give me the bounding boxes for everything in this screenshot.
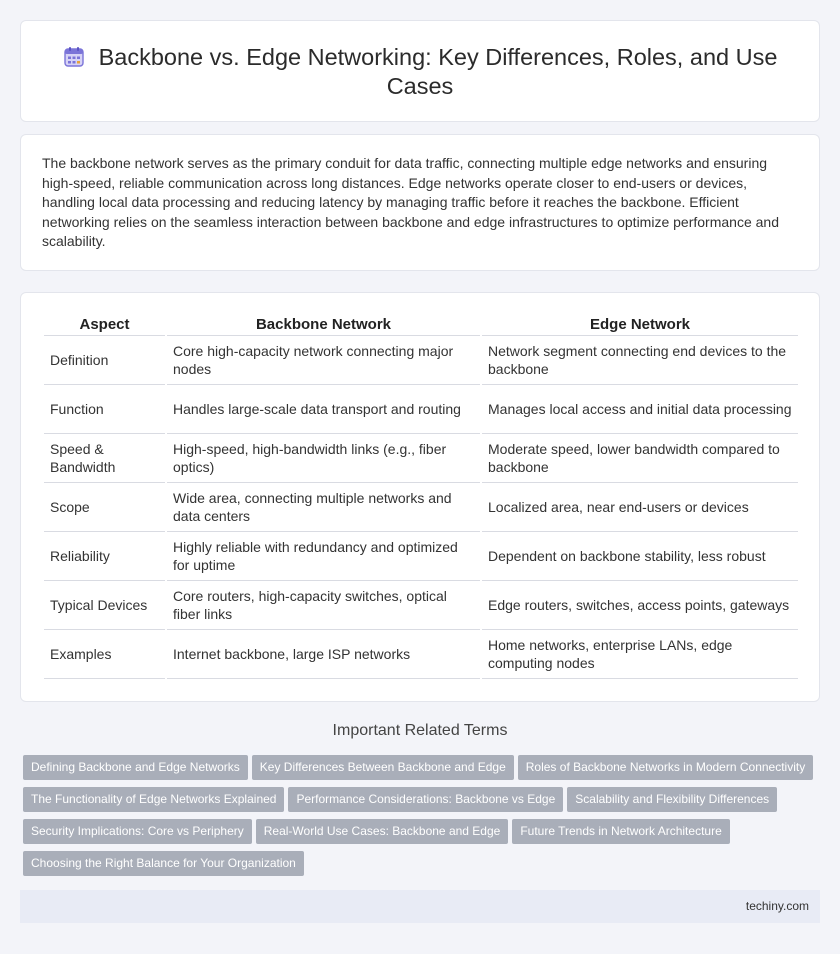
column-header-backbone: Backbone Network [167,314,480,336]
related-term-tag[interactable]: Performance Considerations: Backbone vs Edge [288,787,563,812]
row-backbone-value: Core high-capacity network connecting major nodes [167,336,480,385]
table-row [44,532,798,581]
row-aspect: Typical Devices [44,581,165,630]
header-card [20,20,820,122]
related-term-tag[interactable]: Key Differences Between Backbone and Edge [252,755,514,780]
column-header-aspect: Aspect [44,314,165,336]
related-terms-list [23,755,823,883]
related-term-tag[interactable]: Security Implications: Core vs Periphery [23,819,252,844]
related-term-tag[interactable]: Roles of Backbone Networks in Modern Connectivity [518,755,813,780]
row-aspect: Examples [44,630,165,679]
row-aspect: Definition [44,336,165,385]
page-title-text: Backbone vs. Edge Networking: Key Differences, Roles, and Use Cases [98,44,778,99]
row-edge-value: Dependent on backbone stability, less robust [482,532,798,581]
row-backbone-value: Internet backbone, large ISP networks [167,630,480,679]
row-aspect: Speed & Bandwidth [44,434,165,483]
table-row [44,483,798,532]
comparison-table [42,314,800,679]
related-term-tag[interactable]: Scalability and Flexibility Differences [567,787,777,812]
related-term-tag[interactable]: Real-World Use Cases: Backbone and Edge [256,819,509,844]
column-header-edge: Edge Network [482,314,798,336]
row-edge-value: Network segment connecting end devices to the backbone [482,336,798,385]
table-row [44,434,798,483]
row-aspect: Function [44,385,165,434]
row-edge-value: Manages local access and initial data processing [482,385,798,434]
related-term-tag[interactable]: The Functionality of Edge Networks Explained [23,787,284,812]
calendar-icon [63,46,85,68]
row-edge-value: Home networks, enterprise LANs, edge computing nodes [482,630,798,679]
table-row [44,385,798,434]
intro-paragraph: The backbone network serves as the primary conduit for data traffic, connecting multiple edge networks and ensuring high-speed, reliable communication across long distances. Edge networks operate closer to end-users or devices, handling local data processing and reducing latency by managing traffic before it reaches the backbone. Efficient networking relies on the seamless interaction between backbone and edge infrastructures to optimize performance and scalability. [42,155,779,249]
table-row [44,336,798,385]
row-edge-value: Localized area, near end-users or devices [482,483,798,532]
table-header-row [44,314,798,336]
footer-bar [20,890,820,923]
page-title [61,43,779,101]
related-term-tag[interactable]: Defining Backbone and Edge Networks [23,755,248,780]
related-terms-heading: Important Related Terms [332,722,508,739]
row-edge-value: Edge routers, switches, access points, gateways [482,581,798,630]
table-row [44,630,798,679]
row-backbone-value: Highly reliable with redundancy and optimized for uptime [167,532,480,581]
row-aspect: Reliability [44,532,165,581]
row-backbone-value: Core routers, high-capacity switches, optical fiber links [167,581,480,630]
footer-site-link[interactable]: techiny.com [745,899,809,913]
related-term-tag[interactable]: Future Trends in Network Architecture [512,819,729,844]
related-term-tag[interactable]: Choosing the Right Balance for Your Organization [23,851,304,876]
comparison-table-card [20,292,820,702]
row-backbone-value: High-speed, high-bandwidth links (e.g., fiber optics) [167,434,480,483]
table-row [44,581,798,630]
row-backbone-value: Wide area, connecting multiple networks and data centers [167,483,480,532]
intro-card [20,134,820,271]
row-aspect: Scope [44,483,165,532]
row-edge-value: Moderate speed, lower bandwidth compared to backbone [482,434,798,483]
row-backbone-value: Handles large-scale data transport and routing [167,385,480,434]
